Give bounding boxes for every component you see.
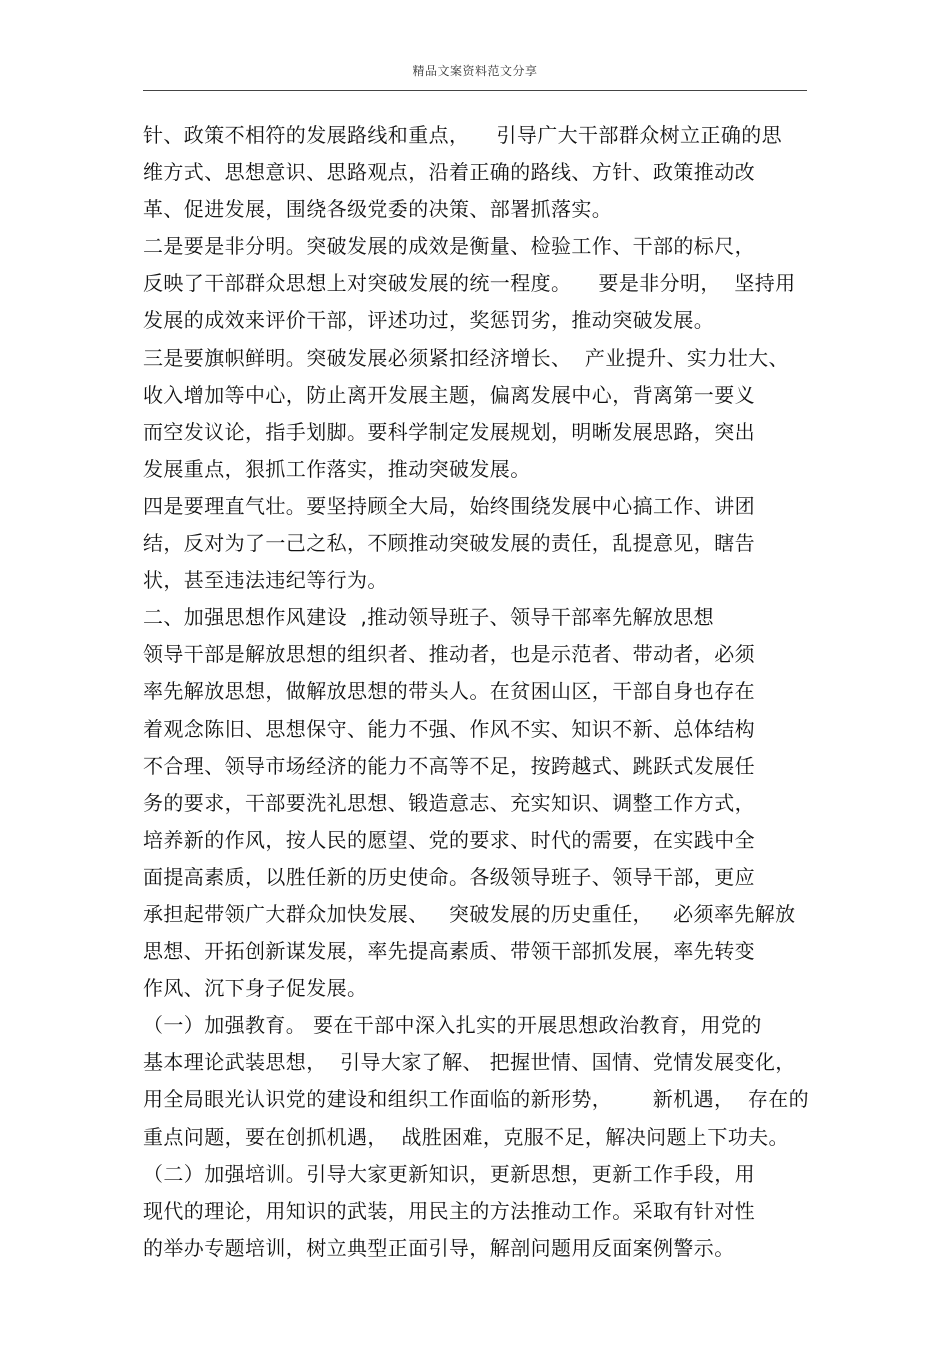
text-line: 培养新的作风，按人民的愿望、党的要求、时代的需要，在实践中全 xyxy=(143,827,755,852)
text-line: 务的要求，干部要洗礼思想、锻造意志、充实知识、调整工作方式， xyxy=(143,790,755,815)
text-line: 四是要理直气壮。要坚持顾全大局，始终围绕发展中心搞工作、讲团 xyxy=(143,493,755,518)
text-line: 承担起带领广大群众加快发展、 突破发展的历史重任， 必须率先解放 xyxy=(143,901,796,926)
text-line: 反映了干部群众思想上对突破发展的统一程度。 要是非分明， 坚持用 xyxy=(143,271,796,296)
text-line: （二）加强培训。引导大家更新知识，更新思想，更新工作手段，用 xyxy=(143,1161,755,1186)
text-line: 结，反对为了一己之私，不顾推动突破发展的责任，乱提意见，瞎告 xyxy=(143,531,755,556)
text-line: 针、政策不相符的发展路线和重点， 引导广大干部群众树立正确的思 xyxy=(143,123,783,147)
text-line: 二是要是非分明。突破发展的成效是衡量、检验工作、干部的标尺， xyxy=(143,234,755,259)
text-line: 不合理、领导市场经济的能力不高等不足，按跨越式、跳跃式发展任 xyxy=(143,753,755,778)
text-line: 思想、开拓创新谋发展，率先提高素质、带领干部抓发展，率先转变 xyxy=(143,939,755,964)
text-line: 而空发议论，指手划脚。要科学制定发展规划，明晰发展思路，突出 xyxy=(143,419,755,444)
text-line: 领导干部是解放思想的组织者、推动者，也是示范者、带动者，必须 xyxy=(143,642,755,667)
text-line: 率先解放思想，做解放思想的带头人。在贫困山区，干部自身也存在 xyxy=(143,679,755,704)
text-line: 作风、沉下身子促发展。 xyxy=(143,976,368,1001)
text-line: 发展重点，狠抓工作落实，推动突破发展。 xyxy=(143,456,531,481)
text-line: 的举办专题培训，树立典型正面引导，解剖问题用反面案例警示。 xyxy=(143,1235,735,1260)
text-line: （一）加强教育。 要在干部中深入扎实的开展思想政治教育，用党的 xyxy=(143,1013,762,1038)
text-line: 用全局眼光认识党的建设和组织工作面临的新形势， 新机遇， 存在的 xyxy=(143,1087,810,1112)
text-line: 革、促进发展，围绕各级党委的决策、部署抓落实。 xyxy=(143,197,613,222)
section-heading: 二、加强思想作风建设 ,推动领导班子、领导干部率先解放思想 xyxy=(143,605,715,630)
text-line: 维方式、思想意识、思路观点，沿着正确的路线、方针、政策推动改 xyxy=(143,160,755,185)
text-line: 状，甚至违法违纪等行为。 xyxy=(143,568,388,593)
header-divider xyxy=(143,90,807,91)
text-line: 重点问题，要在创抓机遇， 战胜困难，克服不足，解决问题上下功夫。 xyxy=(143,1124,789,1149)
text-line: 着观念陈旧、思想保守、能力不强、作风不实、知识不新、总体结构 xyxy=(143,716,755,741)
text-line: 发展的成效来评价干部，评述功过，奖惩罚劣，推动突破发展。 xyxy=(143,308,715,333)
page-header: 精品文案资料范文分享 xyxy=(412,64,538,78)
text-line: 三是要旗帜鲜明。突破发展必须紧扣经济增长、 产业提升、实力壮大、 xyxy=(143,345,789,370)
text-line: 基本理论武装思想， 引导大家了解、 把握世情、国情、党情发展变化， xyxy=(143,1050,796,1075)
text-line: 面提高素质，以胜任新的历史使命。各级领导班子、领导干部，更应 xyxy=(143,864,755,889)
document-body xyxy=(143,117,813,1267)
text-line: 现代的理论，用知识的武装，用民主的方法推动工作。采取有针对性 xyxy=(143,1198,755,1223)
text-line: 收入增加等中心，防止离开发展主题，偏离发展中心，背离第一要义 xyxy=(143,382,755,407)
